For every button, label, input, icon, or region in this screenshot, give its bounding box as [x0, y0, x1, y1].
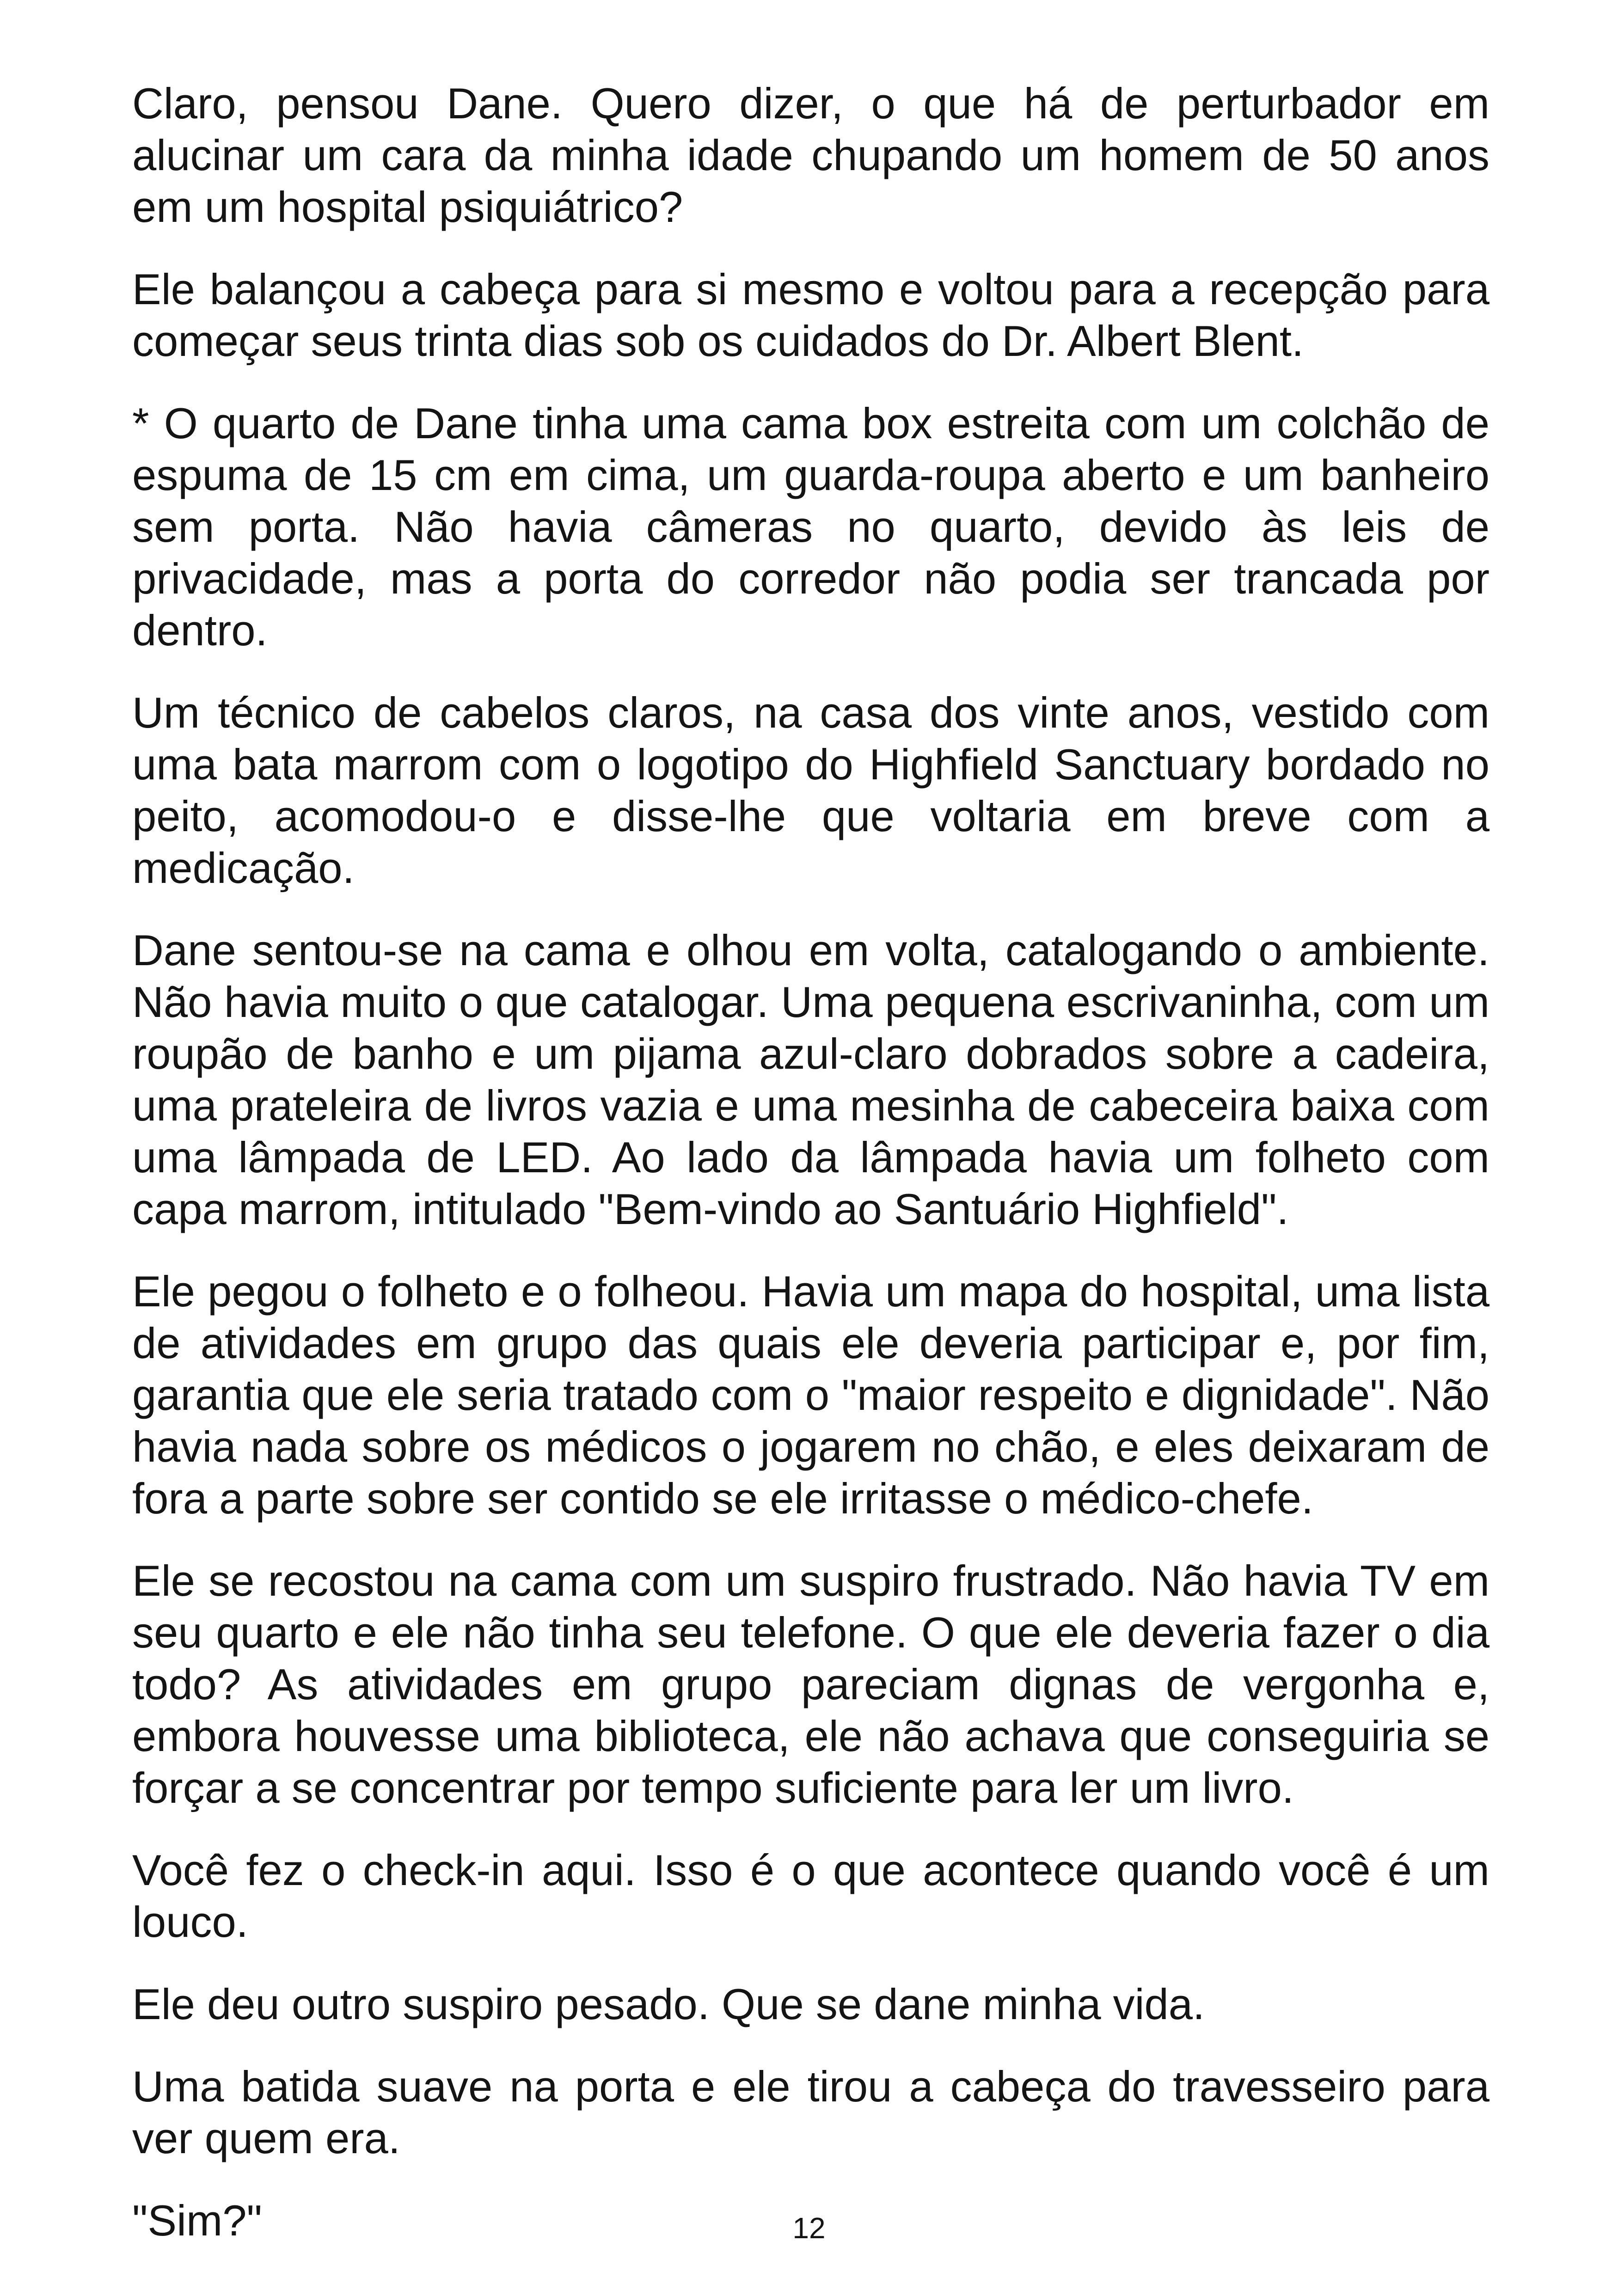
paragraph: Ele se recostou na cama com um suspiro frustrado. Não havia TV em seu quarto e ele não tinha seu telefone. O que ele deveria fazer o dia todo? As atividades em grupo pareciam dignas de vergonha e, embora houvesse uma biblioteca, ele não achava que conseguiria se forçar a se concentrar por tempo suficiente para ler um livro. [132, 1556, 1489, 1812]
paragraph: Um técnico de cabelos claros, na casa dos vinte anos, vestido com uma bata marrom com o logotipo do Highfield Sanctuary bordado no peito, acomodou-o e disse-lhe que voltaria em breve com a medicação. [132, 688, 1489, 892]
paragraph: "Sim?" [132, 2196, 262, 2245]
paragraph: Você fez o check-in aqui. Isso é o que acontece quando você é um louco. [132, 1846, 1489, 1946]
paragraph: Dane sentou-se na cama e olhou em volta, catalogando o ambiente. Não havia muito o que catalogar. Uma pequena escrivaninha, com um roupão de banho e um pijama azul-claro dobrados sobre a cadeira, uma prateleira de livros vazia e uma mesinha de cabeceira baixa com uma lâmpada de LED. Ao lado da lâmpada havia um folheto com capa marrom, intitulado "Bem-vindo ao Santuário Highfield". [132, 926, 1489, 1233]
paragraph: * O quarto de Dane tinha uma cama box estreita com um colchão de espuma de 15 cm em cima, um guarda-roupa aberto e um banheiro sem porta. Não havia câmeras no quarto, devido às leis de privacidade, mas a porta do corredor não podia ser trancada por dentro. [132, 399, 1489, 655]
paragraph: Ele balançou a cabeça para si mesmo e voltou para a recepção para começar seus trinta dias sob os cuidados do Dr. Albert Blent. [132, 265, 1489, 365]
page-number: 12 [792, 2211, 826, 2245]
paragraph: Ele deu outro suspiro pesado. Que se dane minha vida. [132, 1980, 1205, 2028]
paragraph: Uma batida suave na porta e ele tirou a cabeça do travesseiro para ver quem era. [132, 2062, 1489, 2162]
body-text [132, 78, 1489, 2247]
paragraph: Ele pegou o folheto e o folheou. Havia um mapa do hospital, uma lista de atividades em grupo das quais ele deveria participar e, por fim, garantia que ele seria tratado com o "maior respeito e dignidade". Não havia nada sobre os médicos o jogarem no chão, e eles deixaram de fora a parte sobre ser contido se ele irritasse o médico-chefe. [132, 1267, 1489, 1523]
paragraph: Claro, pensou Dane. Quero dizer, o que há de perturbador em alucinar um cara da minha idade chupando um homem de 50 anos em um hospital psiquiátrico? [132, 79, 1489, 231]
